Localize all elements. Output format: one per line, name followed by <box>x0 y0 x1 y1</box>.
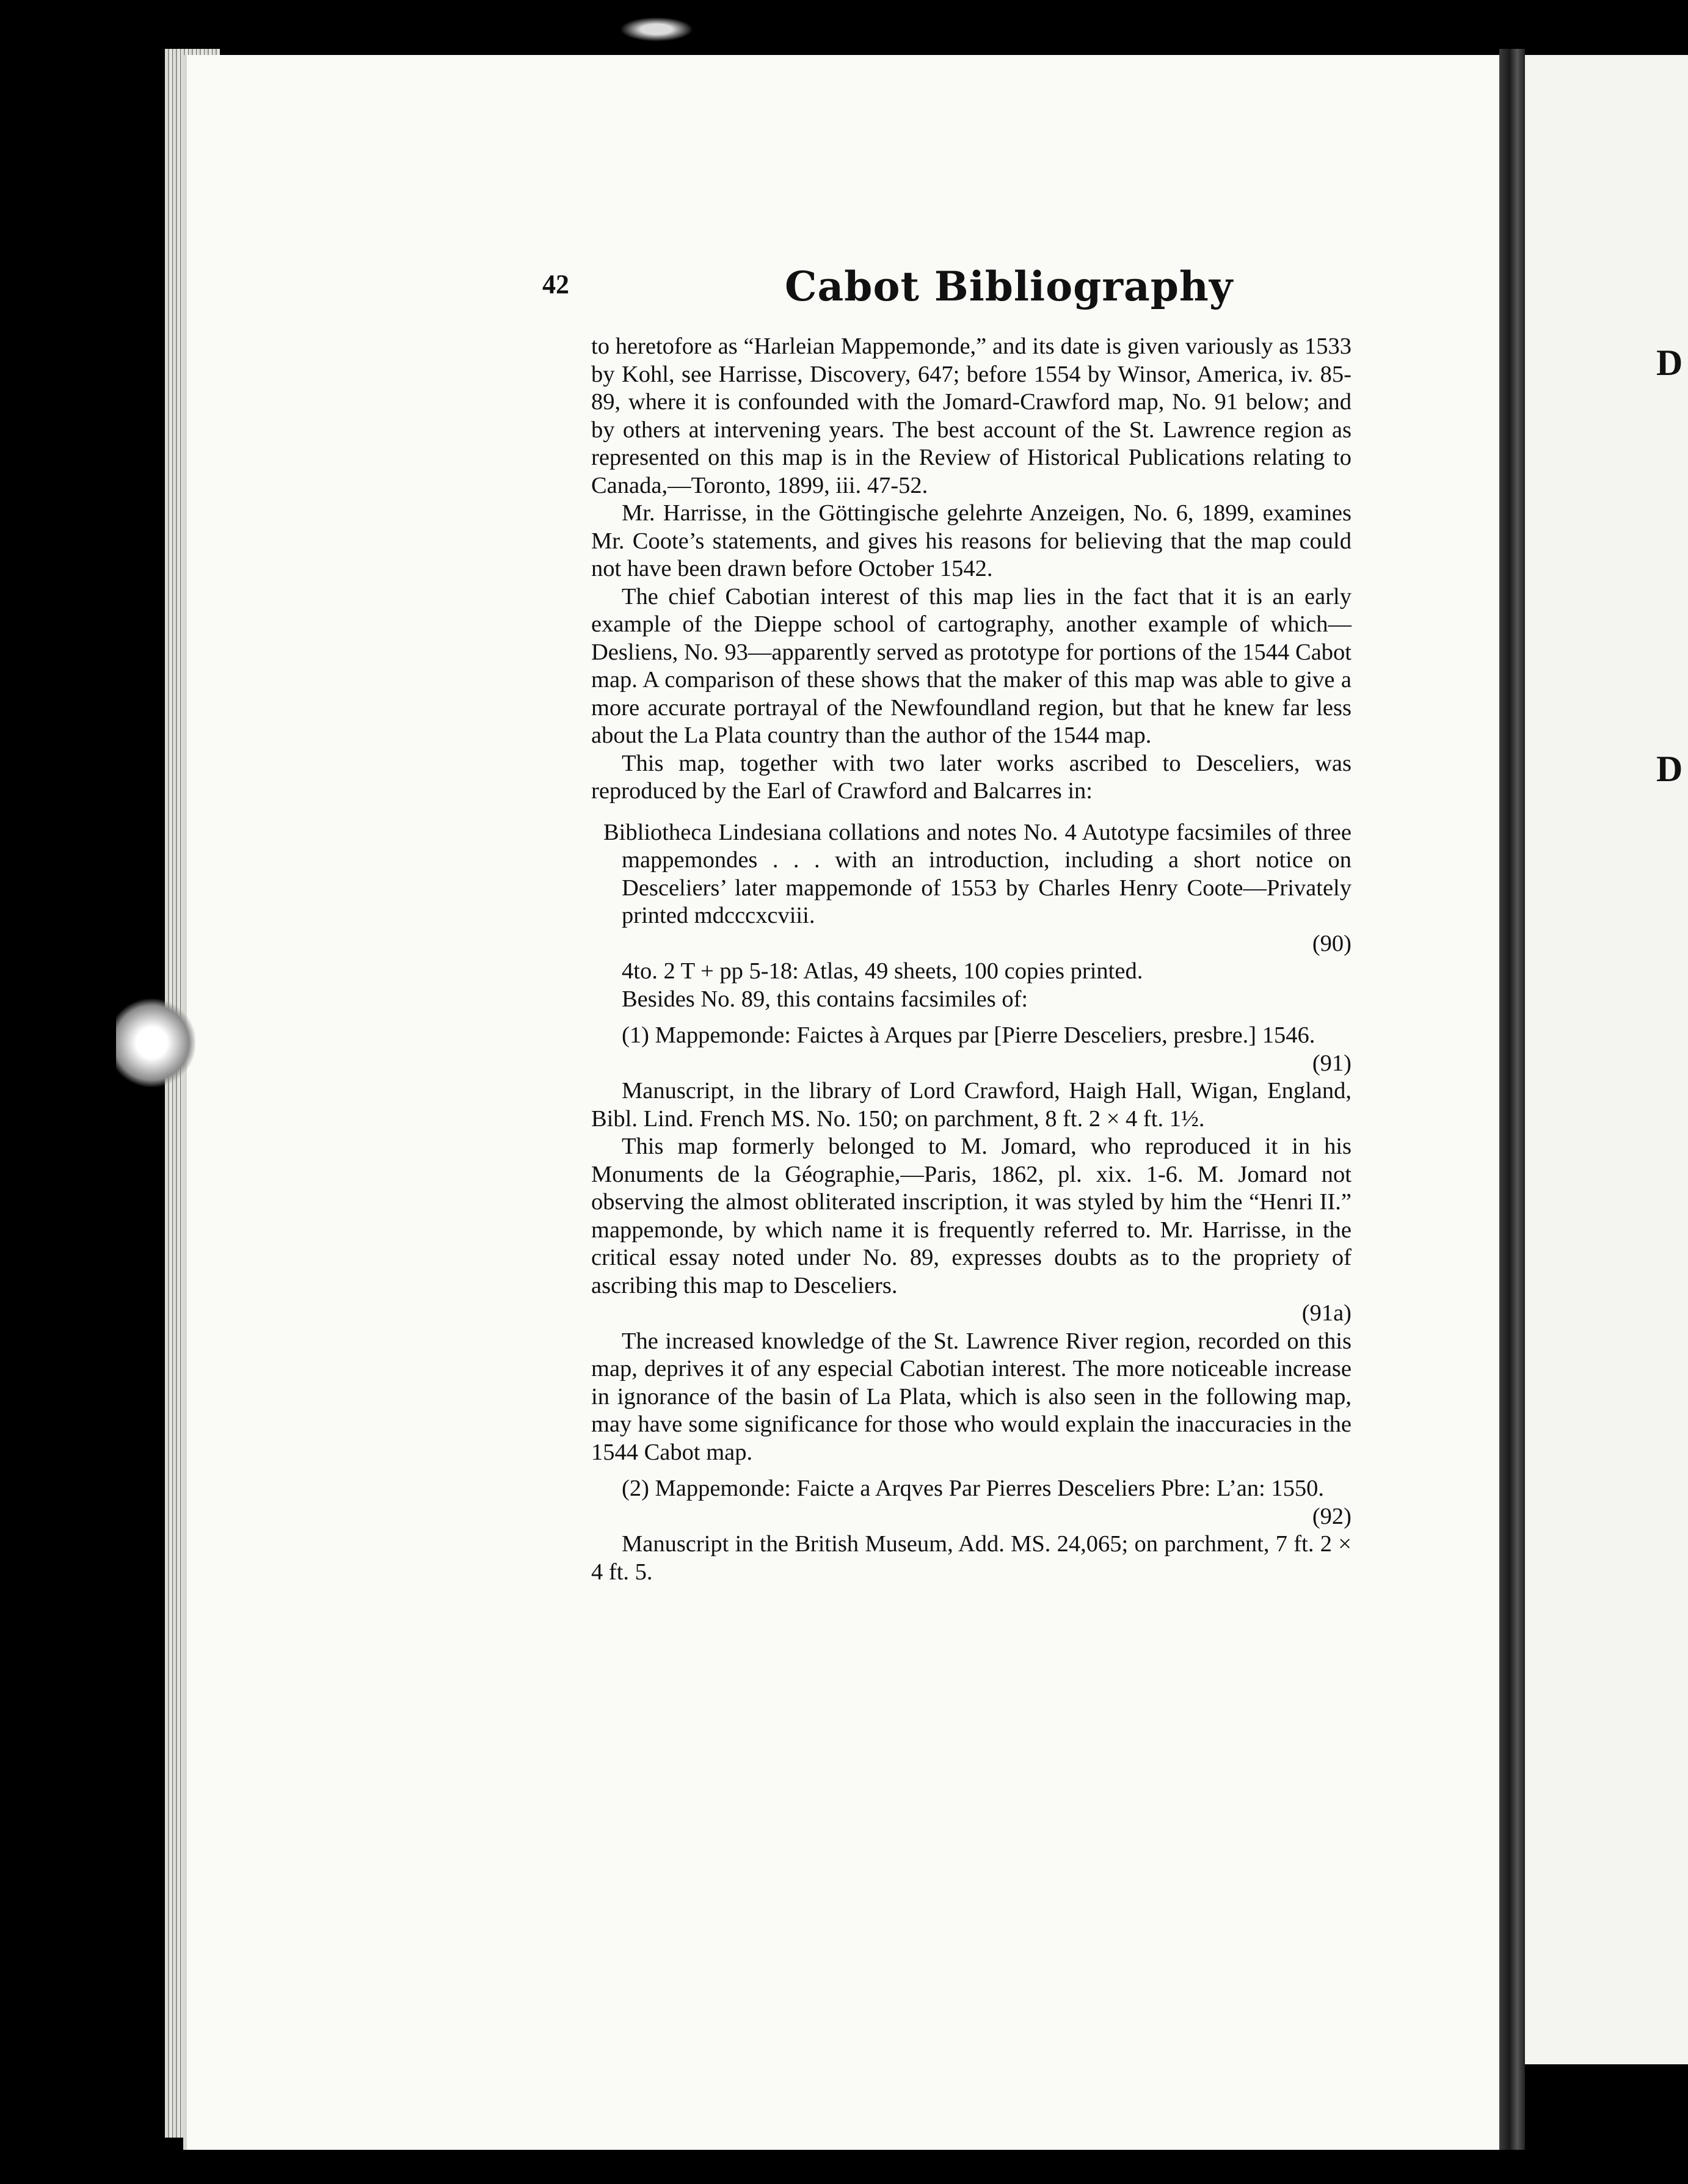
paragraph-9: Manuscript in the British Museum, Add. MS. 24,065; on parchment, 7 ft. 2 × 4 ft. 5. <box>591 1531 1351 1585</box>
right-page-fragment-1: D <box>1656 343 1683 383</box>
paragraph-1: to heretofore as “Harleian Mappemonde,” and its date is given variously as 1533 by Kohl, see Harrisse, Discovery, 647; before 1554 by Winsor, America, iv. 85-89, where it is confounded with the Jomard-Crawford map, No. 91 below; and by others at intervening years. The best account of the St. Lawrence region as represented on this map is in the Review of Historical Publications relating to Canada,—Toronto, 1899, iii. 47-52. <box>591 333 1351 498</box>
paragraph-4: This map, together with two later works ascribed to Desceliers, was reproduced by the Earl of Crawford and Balcarres in: <box>591 750 1351 804</box>
paragraph-3: The chief Cabotian interest of this map lies in the fact that it is an early example of the Dieppe school of cartography, another example of which—Desliens, No. 93—apparently served as prototype for portions of the 1544 Cabot map. A comparison of these shows that the maker of this map was able to give a more accurate portrayal of the Newfoundland region, but that he knew far less about the La Plata country than the author of the 1544 map. <box>591 583 1351 748</box>
page-number: 42 <box>542 269 569 299</box>
body-text <box>591 333 1351 1586</box>
collation-90: 4to. 2 T + pp 5-18: Atlas, 49 sheets, 100 copies printed. <box>622 958 1143 984</box>
book-gutter <box>1499 49 1525 2150</box>
ref-90: (90) <box>1312 930 1351 956</box>
paragraph-2: Mr. Harrisse, in the Göttingische gelehrte Anzeigen, No. 6, 1899, examines Mr. Coote’s statements, and gives his reasons for believing that the map could not have been drawn before October 1542. <box>591 500 1351 581</box>
running-title: Cabot Bibliography <box>785 263 1234 310</box>
ref-91a: (91a) <box>1301 1300 1351 1326</box>
ref-91: (91) <box>1312 1050 1351 1076</box>
paragraph-5: Besides No. 89, this contains facsimiles of: <box>622 986 1028 1012</box>
entry-91: (1) Mappemonde: Faictes à Arques par [Pierre Desceliers, presbre.] 1546. <box>622 1022 1315 1048</box>
paragraph-6: Manuscript, in the library of Lord Crawford, Haigh Hall, Wigan, England, Bibl. Lind. French MS. No. 150; on parchment, 8 ft. 2 × 4 ft. 1½. <box>591 1078 1351 1132</box>
right-page-fragment-2: D <box>1656 749 1683 789</box>
running-head <box>0 263 1688 318</box>
paragraph-8: The increased knowledge of the St. Lawrence River region, recorded on this map, deprives it of any especial Cabotian interest. The more noticeable increase in ignorance of the basin of La Plata, which is also seen in the following map, may have some significance for those who would explain the inaccuracies in the 1544 Cabot map. <box>591 1328 1351 1465</box>
paragraph-7: This map formerly belonged to M. Jomard, who reproduced it in his Monuments de la Géographie,—Paris, 1862, pl. xix. 1-6. M. Jomard not observing the almost obliterated inscription, it was styled by him the “Henri II.” mappemonde, by which name it is frequently referred to. Mr. Harrisse, in the critical essay noted under No. 89, expresses doubts as to the propriety of ascribing this map to Desceliers. <box>591 1134 1351 1298</box>
paper-damage-stain <box>116 999 195 1087</box>
binding-smudge <box>620 17 693 42</box>
entry-92: (2) Mappemonde: Faicte a Arqves Par Pierres Desceliers Pbre: L’an: 1550. <box>622 1476 1325 1501</box>
ref-92: (92) <box>1312 1503 1351 1529</box>
entry-90: Bibliotheca Lindesiana collations and notes No. 4 Autotype facsimiles of three mappemondes . . . with an introduction, including a short notice on Desceliers’ later mappemonde of 1553 by Charles Henry Coote—Privately printed mdcccxcviii. <box>603 819 1351 928</box>
right-page <box>1525 55 1688 2064</box>
